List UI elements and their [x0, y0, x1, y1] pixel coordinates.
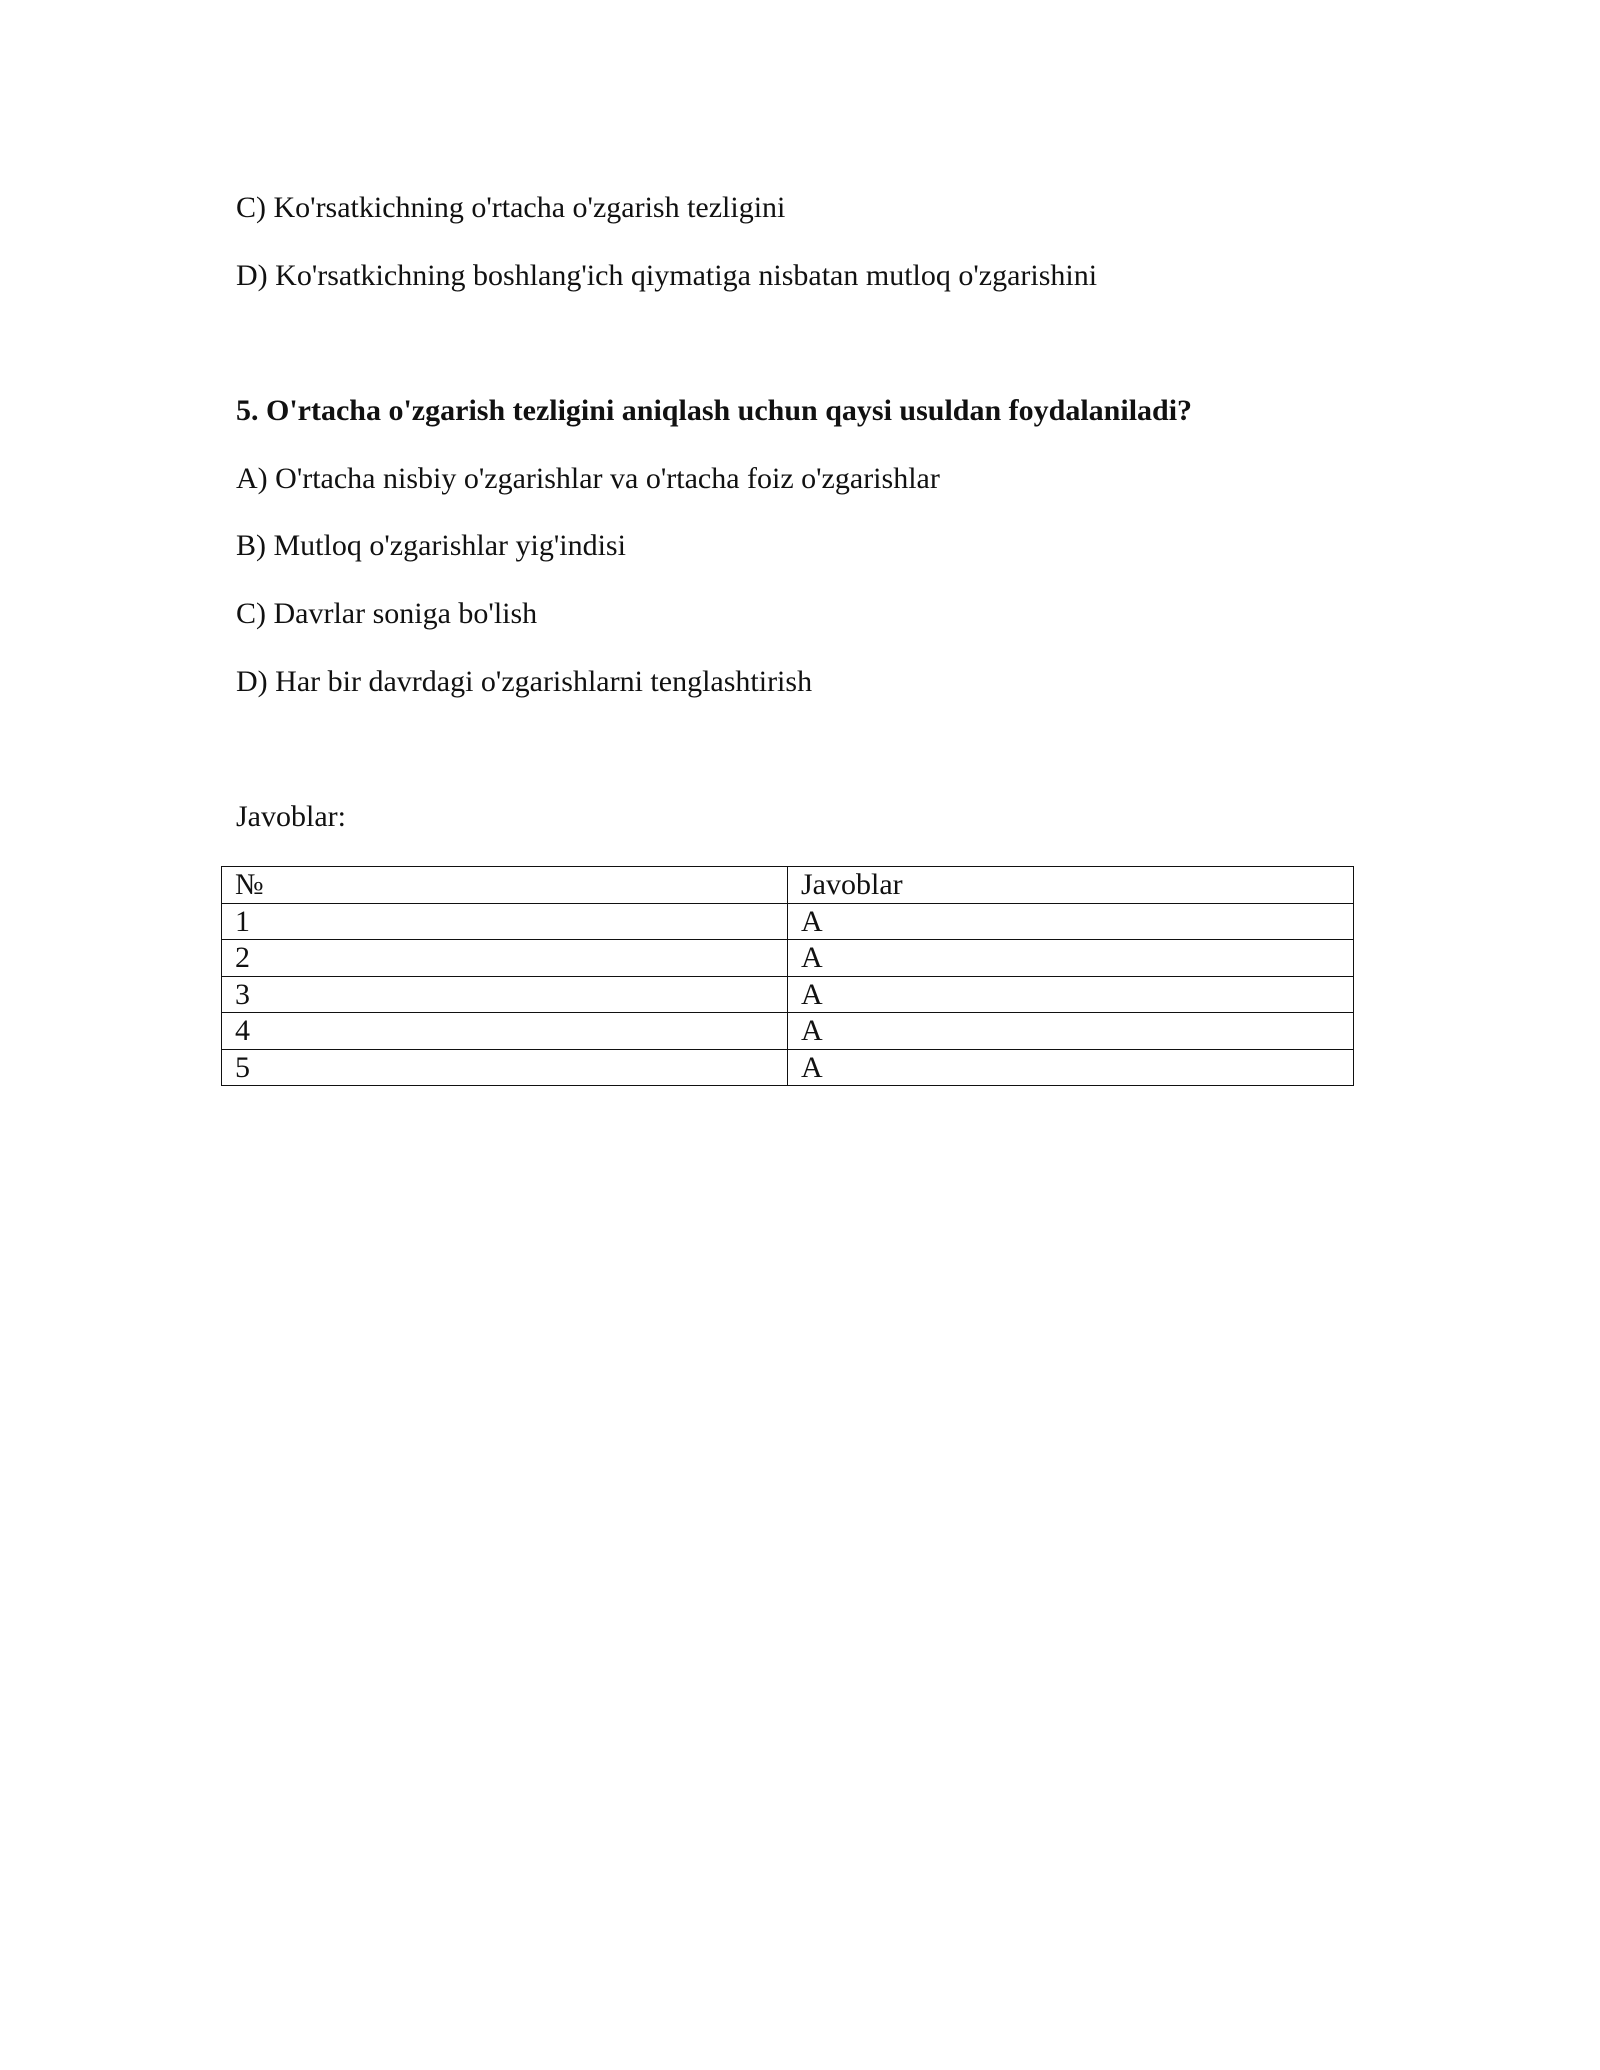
- column-header-number: №: [222, 867, 788, 904]
- table-row: [222, 1013, 1354, 1050]
- table-row: [222, 903, 1354, 940]
- q4-option-c: C) Ko'rsatkichning o'rtacha o'zgarish tezligini: [236, 191, 786, 224]
- row-answer: A: [788, 940, 1354, 977]
- row-number: 4: [222, 1013, 788, 1050]
- q5-option-d: D) Har bir davrdagi o'zgarishlarni tenglashtirish: [236, 665, 813, 698]
- answers-header-row: [222, 867, 1354, 904]
- q5-option-a: A) O'rtacha nisbiy o'zgarishlar va o'rtacha foiz o'zgarishlar: [236, 462, 940, 495]
- table-row: [222, 1049, 1354, 1086]
- row-answer: A: [788, 1013, 1354, 1050]
- row-number: 5: [222, 1049, 788, 1086]
- answers-table: [221, 866, 1354, 1086]
- row-number: 3: [222, 976, 788, 1013]
- q5-option-c: C) Davrlar soniga bo'lish: [236, 597, 538, 630]
- answers-heading: Javoblar:: [236, 800, 346, 833]
- q5-option-b: B) Mutloq o'zgarishlar yig'indisi: [236, 529, 626, 562]
- column-header-answers: Javoblar: [788, 867, 1354, 904]
- q4-option-d: D) Ko'rsatkichning boshlang'ich qiymatiga nisbatan mutloq o'zgarishini: [236, 259, 1098, 292]
- table-row: [222, 976, 1354, 1013]
- q5-title: 5. O'rtacha o'zgarish tezligini aniqlash uchun qaysi usuldan foydalaniladi?: [236, 394, 1193, 427]
- table-row: [222, 940, 1354, 977]
- row-answer: A: [788, 1049, 1354, 1086]
- row-answer: A: [788, 903, 1354, 940]
- row-number: 2: [222, 940, 788, 977]
- row-number: 1: [222, 903, 788, 940]
- row-answer: A: [788, 976, 1354, 1013]
